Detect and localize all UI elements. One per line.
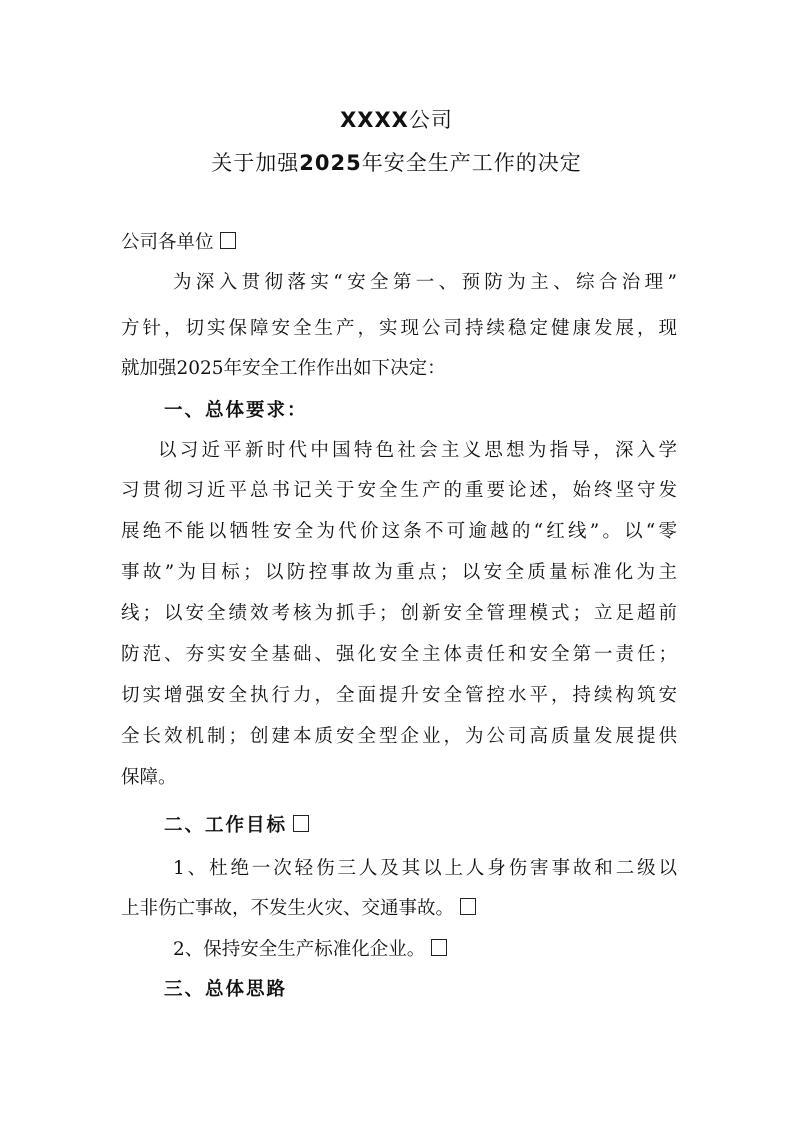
section-1-line: 全长效机制；创建本质安全型企业，为公司高质量发展提供 xyxy=(121,726,677,747)
company-code: XXXX xyxy=(340,108,409,132)
document-title xyxy=(0,147,793,177)
company-suffix: 公司 xyxy=(408,108,453,132)
goal-item-1-line-1: 1、杜绝一次轻伤三人及其以上人身伤害事故和二级以 xyxy=(173,858,677,879)
goal-item-2: 2、保持安全生产标准化企业。 xyxy=(173,937,729,963)
title-prefix: 关于加强 xyxy=(211,151,300,175)
section-1-line: 切实增强安全执行力，全面提升安全管控水平，持续构筑安 xyxy=(121,685,677,706)
intro-line-1: 为深入贯彻落实“安全第一、预防为主、综合治理” xyxy=(173,272,677,293)
title-year: 2025 xyxy=(299,151,362,175)
intro-line-2: 方针，切实保障安全生产，实现公司持续稳定健康发展，现 xyxy=(121,318,677,339)
goal-item-1-line-2: 上非伤亡事故，不发生火灾、交通事故。 xyxy=(121,896,677,922)
placeholder-box xyxy=(460,898,476,915)
intro-line-3: 就加强2025年安全工作作出如下决定： xyxy=(121,358,446,379)
title-suffix: 年安全生产工作的决定 xyxy=(361,151,582,175)
section-1-line: 线；以安全绩效考核为抓手；创新安全管理模式；立足超前 xyxy=(121,603,677,624)
section-3-heading: 三、总体思路 xyxy=(164,979,288,1000)
section-1-line: 展绝不能以牺牲安全为代价这条不可逾越的“红线”。以“零 xyxy=(121,521,677,542)
placeholder-box xyxy=(431,939,447,956)
placeholder-box xyxy=(220,232,236,249)
section-1-heading: 一、总体要求： xyxy=(164,400,308,421)
section-1-line: 防范、夯实安全基础、强化安全主体责任和安全第一责任； xyxy=(121,644,677,665)
section-1-line: 以习近平新时代中国特色社会主义思想为指导，深入学 xyxy=(158,440,677,461)
salutation: 公司各单位 xyxy=(121,230,677,256)
section-1-line: 事故”为目标；以防控事故为重点；以安全质量标准化为主 xyxy=(121,562,677,583)
section-2-heading: 二、工作目标 xyxy=(164,813,720,839)
placeholder-box xyxy=(293,815,309,832)
section-1-line: 保障。 xyxy=(121,767,177,788)
section-1-line: 习贯彻习近平总书记关于安全生产的重要论述，始终坚守发 xyxy=(121,480,677,501)
company-name xyxy=(0,104,793,134)
